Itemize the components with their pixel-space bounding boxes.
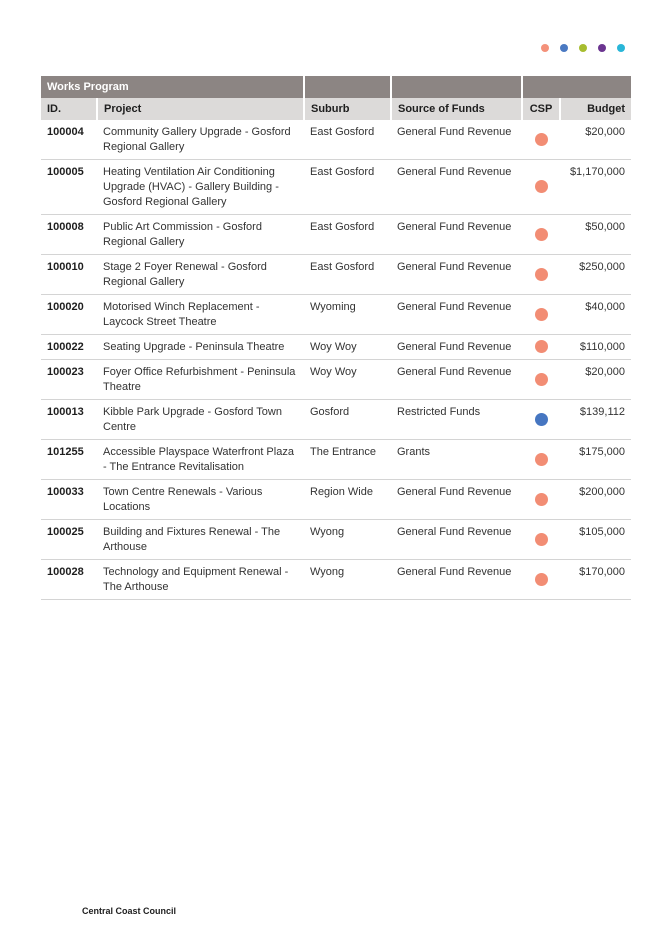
row-source-of-funds: General Fund Revenue — [391, 295, 522, 335]
row-source-of-funds: General Fund Revenue — [391, 560, 522, 600]
row-project: Motorised Winch Replacement - Laycock Street Theatre — [97, 295, 304, 335]
row-id: 100023 — [41, 360, 97, 400]
row-budget: $175,000 — [560, 440, 631, 480]
footer-organisation: Central Coast Council — [82, 906, 177, 916]
csp-indicator-dot — [535, 340, 548, 353]
row-suburb: Wyong — [304, 520, 391, 560]
row-id: 100010 — [41, 255, 97, 295]
row-project: Technology and Equipment Renewal - The Arthouse — [97, 560, 304, 600]
color-dot-green — [579, 44, 587, 52]
row-suburb: East Gosford — [304, 160, 391, 215]
csp-indicator-dot — [535, 453, 548, 466]
row-project: Heating Ventilation Air Conditioning Upgrade (HVAC) - Gallery Building - Gosford Regional Gallery — [97, 160, 304, 215]
color-dot-cyan — [617, 44, 625, 52]
row-project: Town Centre Renewals - Various Locations — [97, 480, 304, 520]
csp-indicator-dot — [535, 413, 548, 426]
row-csp — [522, 120, 560, 160]
row-csp — [522, 295, 560, 335]
row-source-of-funds: General Fund Revenue — [391, 215, 522, 255]
row-project: Community Gallery Upgrade - Gosford Regional Gallery — [97, 120, 304, 160]
table-row — [41, 120, 631, 160]
row-source-of-funds: General Fund Revenue — [391, 335, 522, 360]
csp-indicator-dot — [535, 373, 548, 386]
table-row — [41, 480, 631, 520]
row-suburb: Wyoming — [304, 295, 391, 335]
row-budget: $40,000 — [560, 295, 631, 335]
row-budget: $170,000 — [560, 560, 631, 600]
row-csp — [522, 400, 560, 440]
row-csp — [522, 215, 560, 255]
csp-indicator-dot — [535, 268, 548, 281]
row-suburb: East Gosford — [304, 215, 391, 255]
csp-indicator-dot — [535, 533, 548, 546]
row-budget: $20,000 — [560, 120, 631, 160]
row-csp — [522, 560, 560, 600]
row-id: 100025 — [41, 520, 97, 560]
row-source-of-funds: General Fund Revenue — [391, 255, 522, 295]
table-title-row — [41, 76, 631, 98]
row-csp — [522, 160, 560, 215]
row-csp — [522, 360, 560, 400]
row-csp — [522, 255, 560, 295]
row-id: 100020 — [41, 295, 97, 335]
row-suburb: East Gosford — [304, 120, 391, 160]
csp-indicator-dot — [535, 308, 548, 321]
row-budget: $250,000 — [560, 255, 631, 295]
table-row — [41, 520, 631, 560]
row-csp — [522, 440, 560, 480]
column-header-suburb: Suburb — [304, 98, 391, 120]
table-title: Works Program — [41, 76, 304, 98]
column-header-source: Source of Funds — [391, 98, 522, 120]
works-program-table — [41, 76, 631, 600]
row-suburb: Region Wide — [304, 480, 391, 520]
row-id: 100022 — [41, 335, 97, 360]
row-budget: $200,000 — [560, 480, 631, 520]
row-project: Stage 2 Foyer Renewal - Gosford Regional Gallery — [97, 255, 304, 295]
table-row — [41, 255, 631, 295]
table-row — [41, 560, 631, 600]
table-row — [41, 440, 631, 480]
row-source-of-funds: General Fund Revenue — [391, 360, 522, 400]
row-project: Seating Upgrade - Peninsula Theatre — [97, 335, 304, 360]
row-source-of-funds: General Fund Revenue — [391, 120, 522, 160]
color-dot-coral — [541, 44, 549, 52]
row-suburb: Wyong — [304, 560, 391, 600]
csp-indicator-dot — [535, 573, 548, 586]
column-header-id: ID. — [41, 98, 97, 120]
row-id: 100033 — [41, 480, 97, 520]
row-id: 100028 — [41, 560, 97, 600]
csp-indicator-dot — [535, 133, 548, 146]
row-source-of-funds: Grants — [391, 440, 522, 480]
row-id: 101255 — [41, 440, 97, 480]
csp-indicator-dot — [535, 493, 548, 506]
header-color-dots — [541, 44, 625, 52]
row-project: Building and Fixtures Renewal - The Arthouse — [97, 520, 304, 560]
row-project: Foyer Office Refurbishment - Peninsula Theatre — [97, 360, 304, 400]
row-source-of-funds: General Fund Revenue — [391, 480, 522, 520]
table-row — [41, 160, 631, 215]
row-budget: $139,112 — [560, 400, 631, 440]
table-row — [41, 335, 631, 360]
row-project: Kibble Park Upgrade - Gosford Town Centre — [97, 400, 304, 440]
row-source-of-funds: Restricted Funds — [391, 400, 522, 440]
row-budget: $1,170,000 — [560, 160, 631, 215]
table-body — [41, 120, 631, 600]
csp-indicator-dot — [535, 228, 548, 241]
row-id: 100013 — [41, 400, 97, 440]
row-csp — [522, 335, 560, 360]
column-header-project: Project — [97, 98, 304, 120]
color-dot-blue — [560, 44, 568, 52]
row-id: 100004 — [41, 120, 97, 160]
column-header-budget: Budget — [560, 98, 631, 120]
row-budget: $20,000 — [560, 360, 631, 400]
row-csp — [522, 520, 560, 560]
row-project: Accessible Playspace Waterfront Plaza - The Entrance Revitalisation — [97, 440, 304, 480]
row-budget: $50,000 — [560, 215, 631, 255]
row-id: 100008 — [41, 215, 97, 255]
row-suburb: Woy Woy — [304, 360, 391, 400]
csp-indicator-dot — [535, 180, 548, 193]
table-row — [41, 400, 631, 440]
row-source-of-funds: General Fund Revenue — [391, 160, 522, 215]
row-project: Public Art Commission - Gosford Regional Gallery — [97, 215, 304, 255]
table-header-row — [41, 98, 631, 120]
row-id: 100005 — [41, 160, 97, 215]
table-row — [41, 360, 631, 400]
row-source-of-funds: General Fund Revenue — [391, 520, 522, 560]
column-header-csp: CSP — [522, 98, 560, 120]
table-row — [41, 215, 631, 255]
row-suburb: The Entrance — [304, 440, 391, 480]
row-suburb: East Gosford — [304, 255, 391, 295]
row-csp — [522, 480, 560, 520]
color-dot-purple — [598, 44, 606, 52]
row-budget: $110,000 — [560, 335, 631, 360]
row-budget: $105,000 — [560, 520, 631, 560]
row-suburb: Woy Woy — [304, 335, 391, 360]
row-suburb: Gosford — [304, 400, 391, 440]
table-row — [41, 295, 631, 335]
